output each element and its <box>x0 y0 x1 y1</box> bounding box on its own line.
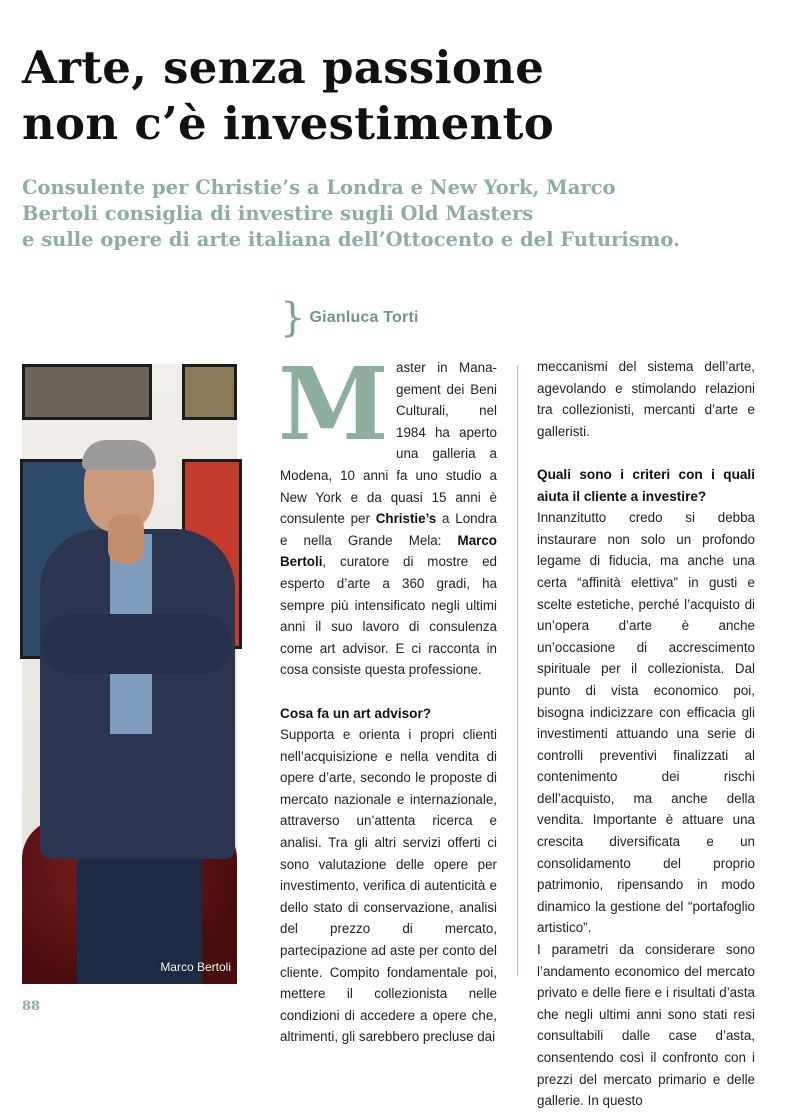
brace-ornament: } <box>280 295 306 341</box>
portrait-photo <box>22 364 237 984</box>
drop-cap: M <box>278 345 389 463</box>
answer-paragraph: Supporta e orienta i propri clienti nell’acquisizione e nella vendita di opere d’arte, secondo le proposte di mercato nazionale e internazionale, attraverso un’attenta ricerca e analisi. Tra gli altri servizi offerti ci sono valutazione delle opere per investimento, verifica di autenticità e dello stato di conservazione, analisi del prezzo di mercato, partecipazione ad aste per conto del cliente. Compito fondamentale poi, mettere il collezionista nelle condizioni di accedere a opere che, altrimenti, gli sarebbero precluse dai <box>280 727 497 1045</box>
intro-line: aster in Mana- <box>396 360 497 375</box>
article-subtitle <box>22 175 772 253</box>
author-name: Gianluca Torti <box>309 309 419 326</box>
framed-artwork <box>182 364 237 420</box>
intro-line: gement dei Beni <box>396 381 497 397</box>
person-hair <box>82 440 156 470</box>
person-hand <box>108 514 144 564</box>
article-title <box>22 40 762 152</box>
intro-text: , curatore di mostre ed esperto d’arte a 360 gradi, ha sempre più intensificato negli ultimi anni il suo lavoro di consulenza come art advisor. E ci racconta in cosa consiste questa professione. <box>280 554 497 678</box>
intro-block <box>278 345 497 465</box>
answer-paragraph: I parametri da considerare sono l’andamento economico del mercato privato e delle fiere e i risultati d’asta che negli ultimi anni sono stati resi consultabili dalle case d’asta, consentendo così il confronto con i prezzi del mercato primario e delle gallerie. In questo <box>537 942 755 1109</box>
title-line-1: Arte, senza passione <box>22 41 545 94</box>
question-heading: Cosa fa un art advisor? <box>280 705 432 721</box>
framed-artwork <box>22 364 152 420</box>
intro-text: Modena, 10 anni fa uno studio a New York e da quasi 15 anni è consulente per <box>280 467 497 527</box>
interviewee-name: Marco Bertoli <box>280 532 497 570</box>
subtitle-line-1: Consulente per Christie’s a Londra e New York, Marco <box>22 176 616 199</box>
byline <box>280 295 419 341</box>
title-line-2: non c’è investimento <box>22 97 555 150</box>
subtitle-line-2: Bertoli consiglia di investire sugli Old Masters <box>22 202 534 225</box>
continued-paragraph: meccanismi del sistema dell’arte, agevolando e stimolando relazioni tra collezionisti, mercanti d’arte e galleristi. <box>537 359 755 439</box>
intro-line: 1984 ha aperto <box>396 424 497 440</box>
photo-caption: Marco Bertoli <box>160 960 231 974</box>
intro-paragraph <box>280 465 497 681</box>
christies-name: Christie’s <box>375 511 437 527</box>
page-number: 88 <box>22 999 41 1014</box>
text-column-2 <box>537 356 755 1112</box>
answer-paragraph: Innanzitutto credo si debba instaurare non solo un profondo legame di fiducia, ma anche una certa “affinità elettiva” in gusti e scelte estetiche, perché l’acquisto di un’opera d’arte è anche un’occasione di accrescimento spirituale per il collezionista. Dal punto di vista economico poi, bisogna indicizzare con efficacia gli investimenti attuando una serie di controlli preventivi finalizzati al contenimento dei rischi dell’acquisto, ma anche della vendita. Importante è attuare una crescita diversificata e un consolidamento del proprio patrimonio, ripensando in modo dinamico la gestione del “portafoglio artistico”. <box>537 510 755 936</box>
column-divider <box>517 366 518 976</box>
subtitle-line-3: e sulle opere di arte italiana dell’Ottocento e del Futurismo. <box>22 228 680 251</box>
intro-text: a Londra e nella Grande Mela: <box>280 511 497 548</box>
question-heading: Quali sono i criteri con i quali aiuta il cliente a investire? <box>537 466 755 504</box>
intro-line: Culturali, nel <box>396 403 497 419</box>
text-column-1 <box>278 345 497 1048</box>
person-crossed-arms <box>42 614 232 674</box>
intro-line: una galleria a <box>396 446 497 462</box>
